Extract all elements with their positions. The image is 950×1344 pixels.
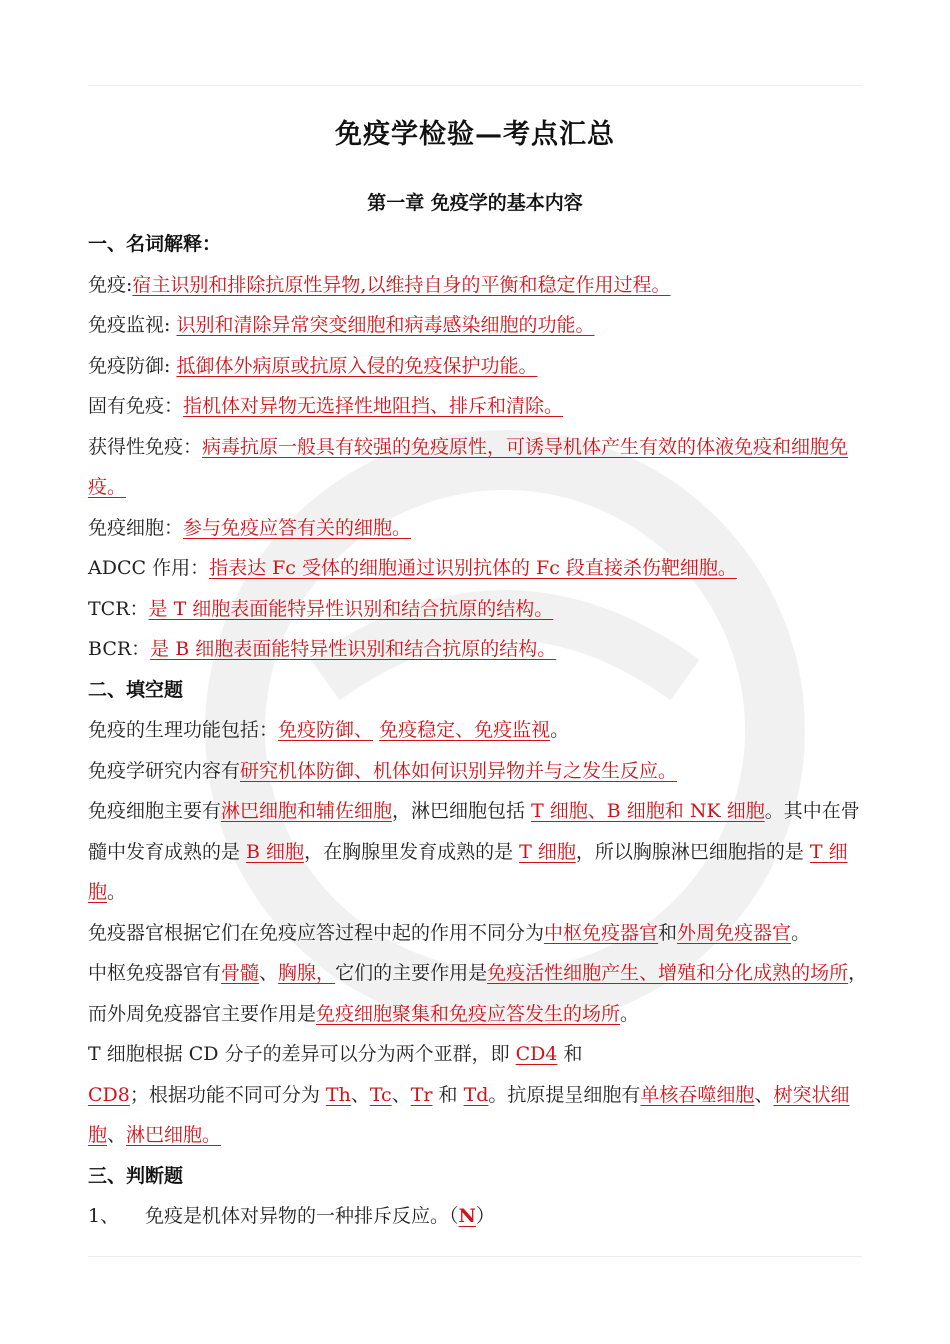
fill-text: 和 [432, 1083, 464, 1106]
fill-text: ，而外周免疫器官主要作用是 [88, 962, 868, 1025]
fill-answer: Th [325, 1083, 351, 1106]
fill-answer: 免疫活性细胞产生、增殖和分化成熟的场所 [487, 962, 849, 984]
definition-term: ADCC 作用： [88, 557, 210, 579]
document-body [88, 224, 868, 1237]
definition-answer: 病毒抗原一般具有较强的免疫原性，可诱导机体产生有效的体液免疫和细胞免疫。 [88, 435, 849, 498]
section-heading-judge: 三、判断题 [88, 1164, 184, 1187]
definition-item [88, 305, 868, 346]
top-rule [88, 85, 862, 86]
section-heading-definitions: 一、名词解释： [88, 233, 222, 255]
definition-item [88, 508, 868, 549]
fill-answer: Tc [369, 1083, 392, 1106]
fill-text: 它们的主要作用是 [335, 962, 488, 984]
definition-answer: 是 T 细胞表面能特异性识别和结合抗原的结构。 [148, 597, 554, 620]
fill-text: 和 [658, 921, 678, 944]
fill-text: 、 [259, 962, 279, 984]
fill-text: 免疫器官根据它们在免疫应答过程中起的作用不同分为 [88, 921, 545, 944]
definition-answer: 宿主识别和排除抗原性异物,以维持自身的平衡和稳定作用过程。 [132, 273, 671, 296]
fill-answer: 单核吞噬细胞 [640, 1083, 755, 1106]
definition-item [88, 346, 868, 387]
definition-item [88, 589, 868, 630]
fill-text: 、 [107, 1124, 127, 1146]
judge-item [88, 1196, 868, 1237]
fill-answer: 淋巴细胞。 [126, 1124, 222, 1146]
fill-answer: 研究机体防御、机体如何识别异物并与之发生反应。 [240, 759, 678, 782]
fill-text: 。 [620, 1002, 640, 1025]
definition-answer: 是 B 细胞表面能特异性识别和结合抗原的结构。 [150, 638, 557, 660]
chapter-title: 第一章 免疫学的基本内容 [367, 192, 583, 214]
fill-answer: Td [463, 1083, 489, 1106]
definition-item [88, 265, 868, 306]
fill-answer: 免疫防御、 [278, 719, 374, 741]
definition-answer: 指机体对异物无选择性地阻挡、排斥和清除。 [183, 395, 564, 417]
judge-number: 1、 [88, 1205, 120, 1227]
fill-text: ；根据功能不同可分为 [129, 1083, 326, 1106]
fill-answer: T 细胞、B 细胞和 NK 细胞 [531, 800, 765, 822]
fill-answer: 骨髓 [221, 962, 260, 984]
fill-text: 中枢免疫器官有 [88, 962, 222, 984]
fill-text: 免疫的生理功能包括： [88, 719, 279, 741]
definition-answer: 抵御体外病原或抗原入侵的免疫保护功能。 [176, 354, 538, 377]
bottom-rule [88, 1256, 862, 1257]
fill-text: 、 [754, 1083, 774, 1106]
judge-close: ） [475, 1205, 495, 1227]
definition-term: 免疫防御: [88, 354, 177, 377]
fill-answer: T 细胞 [519, 840, 576, 863]
fill-text: 。 [791, 921, 811, 944]
fill-answer: 外周免疫器官 [677, 921, 792, 944]
definition-term: 免疫监视: [88, 314, 177, 336]
judge-answer: N [458, 1205, 476, 1227]
fill-text: ，淋巴细胞包括 [392, 800, 532, 822]
fill-text: 。 [550, 719, 570, 741]
fill-text: 。 [107, 881, 127, 903]
fill-answer: CD4 [515, 1043, 558, 1065]
definition-term: 获得性免疫： [88, 435, 203, 458]
fill-answer: 中枢免疫器官 [544, 921, 659, 944]
fill-text: 、 [350, 1083, 370, 1106]
definition-item [88, 548, 868, 589]
fill-answer: 免疫稳定、免疫监视 [379, 719, 551, 741]
definition-term: 固有免疫： [88, 395, 184, 417]
definition-answer: 指表达 Fc 受体的细胞通过识别抗体的 Fc 段直接杀伤靶细胞。 [209, 557, 737, 579]
definition-item [88, 427, 868, 508]
fill-text: ，在胸腺里发育成熟的是 [304, 840, 520, 863]
fill-answer: 胸腺， [278, 962, 336, 984]
definition-term: TCR： [88, 597, 149, 620]
fill-item [88, 1075, 868, 1156]
fill-answer: B 细胞 [246, 840, 305, 863]
fill-text: 、 [391, 1083, 411, 1106]
fill-text: 免疫细胞主要有 [88, 800, 222, 822]
definition-answer: 识别和清除异常突变细胞和病毒感染细胞的功能。 [176, 314, 595, 336]
fill-item [88, 751, 868, 792]
fill-text: 和 [557, 1043, 583, 1065]
definition-answer: 参与免疫应答有关的细胞。 [183, 516, 412, 539]
definition-item [88, 629, 868, 670]
fill-answer: T 细胞 [88, 840, 848, 903]
definition-term: BCR： [88, 638, 151, 660]
fill-item [88, 791, 868, 913]
fill-item [88, 953, 868, 1034]
fill-item [88, 710, 868, 751]
definition-item [88, 386, 868, 427]
fill-text: ，所以胸腺淋巴细胞指的是 [575, 840, 810, 863]
fill-item [88, 913, 868, 954]
fill-answer: 免疫细胞聚集和免疫应答发生的场所 [316, 1002, 621, 1025]
page-title: 免疫学检验—考点汇总 [335, 119, 615, 150]
fill-answer: Tr [410, 1083, 433, 1106]
section-heading-fill: 二、填空题 [88, 678, 184, 701]
judge-text: 免疫是机体对异物的一种排斥反应。（ [145, 1205, 459, 1227]
fill-answer: 树突状细胞 [88, 1083, 850, 1146]
definition-term: 免疫: [88, 273, 133, 296]
fill-item [88, 1034, 868, 1075]
definition-term: 免疫细胞： [88, 516, 184, 539]
fill-answer: 淋巴细胞和辅佐细胞 [221, 800, 393, 822]
fill-answer: CD8 [88, 1083, 130, 1106]
fill-text: 免疫学研究内容有 [88, 759, 241, 782]
fill-text: 。其中在骨髓中发育成熟的是 [88, 800, 860, 863]
fill-text: 。抗原提呈细胞有 [488, 1083, 641, 1106]
fill-text: T 细胞根据 CD 分子的差异可以分为两个亚群，即 [88, 1043, 516, 1065]
